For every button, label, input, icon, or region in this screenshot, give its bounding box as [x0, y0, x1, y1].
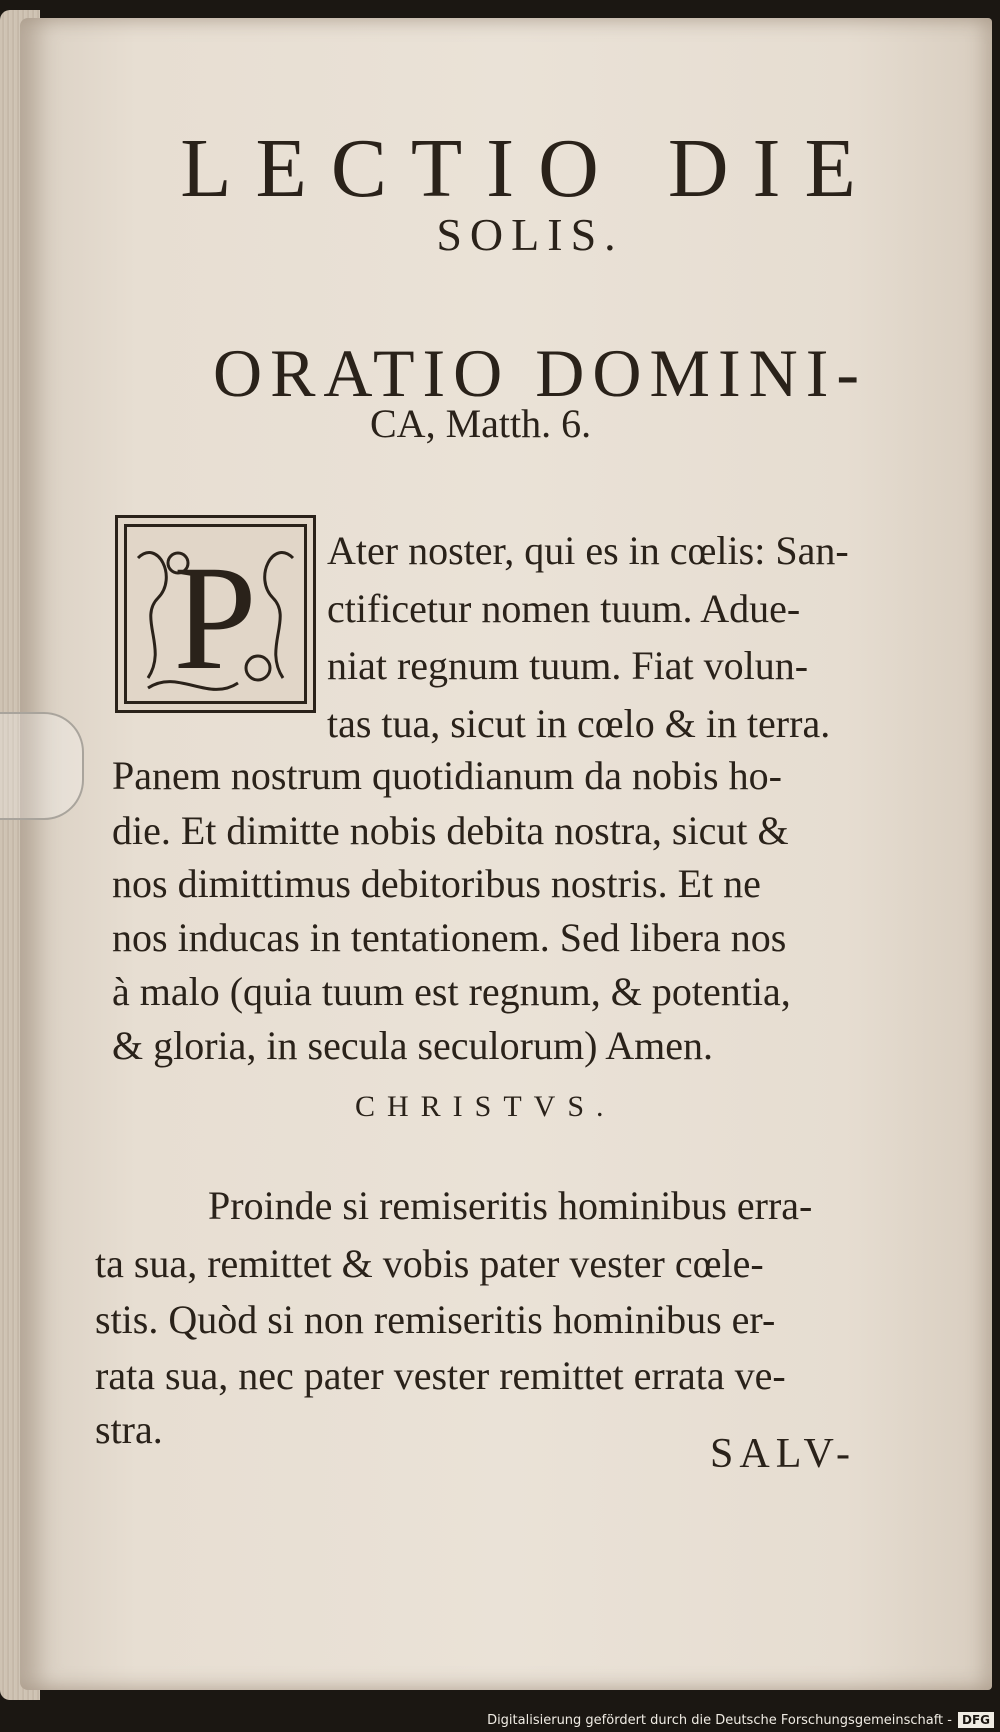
christus-line: rata sua, nec pater vester remittet errata ve- — [95, 1353, 786, 1398]
page-subtitle: SOLIS. — [436, 209, 624, 260]
prayer-line: nos inducas in tentationem. Sed libera nos — [112, 915, 787, 960]
christus-line: ta sua, remittet & vobis pater vester cœle- — [95, 1241, 764, 1286]
prayer-line: & gloria, in secula seculorum) Amen. — [112, 1023, 713, 1068]
footer-bar — [0, 1710, 1000, 1732]
christus-line: stra. — [95, 1407, 163, 1452]
prayer-line: à malo (quia tuum est regnum, & potentia, — [112, 969, 791, 1014]
christus-line: stis. Quòd si non remiseritis hominibus er- — [95, 1297, 776, 1342]
catchword: SALV- — [710, 1431, 856, 1477]
section-title: ORATIO DOMINI- — [212, 335, 868, 411]
page-clip — [0, 712, 84, 820]
prayer-line: nos dimittimus debitoribus nostris. Et ne — [112, 861, 761, 906]
initial-letter: P — [173, 535, 257, 701]
initial-ornament-icon — [118, 518, 313, 710]
dfg-logo: DFG — [958, 1712, 994, 1728]
page-title: LECTIO DIE — [180, 122, 880, 215]
prayer-line: Ater noster, qui es in cœlis: San- — [327, 528, 849, 573]
footer-text: Digitalisierung gefördert durch die Deutsche Forschungsgemeinschaft - — [487, 1713, 952, 1728]
decorated-initial — [115, 515, 316, 713]
prayer-line: niat regnum tuum. Fiat volun- — [327, 643, 809, 688]
section-heading-christus: CHRISTVS. — [355, 1090, 616, 1123]
prayer-line: tas tua, sicut in cœlo & in terra. — [327, 701, 831, 746]
prayer-line: Panem nostrum quotidianum da nobis ho- — [112, 753, 782, 798]
prayer-line: ctificetur nomen tuum. Adue- — [327, 586, 801, 631]
section-subtitle: CA, Matth. 6. — [370, 401, 592, 446]
prayer-line: die. Et dimitte nobis debita nostra, sicut & — [112, 808, 789, 853]
christus-line: Proinde si remiseritis hominibus erra- — [208, 1183, 813, 1228]
